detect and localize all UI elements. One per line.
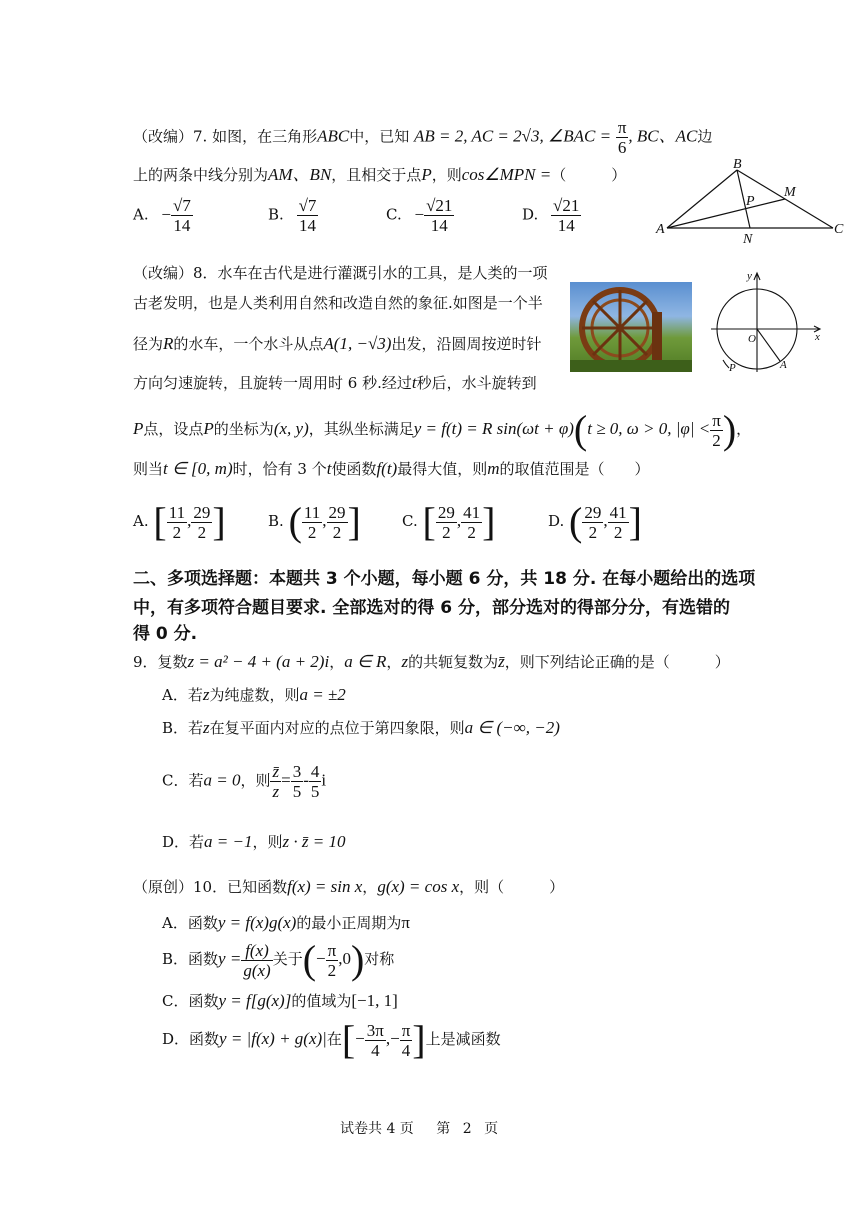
section2-line1: 二、多项选择题：本题共 3 个小题，每小题 6 分，共 18 分. 在每小题给出的选项 (133, 569, 756, 589)
q8-line2: 古老发明，也是人类利用自然和改造自然的象征.如图是一个半 (133, 294, 543, 312)
q10-option-c: C．函数y = f[g(x)]的值域为[−1, 1] (162, 991, 398, 1010)
q8-option-c: C. [ $\frac{29}{2}$ , $\frac{41}{2}$ ] (402, 499, 496, 544)
q7-option-b: B. $\frac{√7}{14}$ (268, 196, 317, 235)
q8-option-d: D. ( $\frac{29}{2}$ , $\frac{41}{2}$ ] (548, 499, 642, 544)
q9-option-b: B．若z在复平面内对应的点位于第四象限，则a ∈ (−∞, −2) (162, 718, 560, 737)
section2-line3: 得 0 分. (133, 624, 198, 644)
svg-text:x: x (815, 331, 820, 343)
water-wheel-icon (570, 282, 692, 372)
q7-line2: 上的两条中线分别为AM、BN，且相交于点P，则cos∠MPN =（ ） (133, 165, 627, 184)
q8-line1: （改编）8．水车在古代是进行灌溉引水的工具，是人类的一项 (133, 264, 548, 282)
q7-tag: （改编）7. (133, 127, 208, 146)
q10-option-b: B．函数y = $\frac{f(x)}{g(x)}$ 关于(− $\frac{\pi}{2}$ ,0)对称 (162, 937, 395, 982)
section2-line2: 中，有多项符合题目要求. 全部选对的得 6 分，部分选对的得部分分，有选错的 (133, 598, 731, 618)
water-wheel-photo (570, 282, 692, 372)
q8-line6: 则当t ∈ [0, m)时，恰有 3 个t使函数f(t)最得大值，则m的取值范围是（ ） (133, 459, 650, 478)
q8-option-b: B. ( $\frac{11}{2}$ , $\frac{29}{2}$ ] (268, 499, 361, 544)
q7-option-d: D. $\frac{√21}{14}$ (522, 196, 580, 235)
q9-option-a: A．若z为纯虚数，则a = ±2 (162, 685, 346, 704)
q7-triangle-figure (655, 158, 845, 246)
q8-line5: P点，设点P的坐标为(x, y)，其纵坐标满足y = f(t) = R sin(ωt + φ)(t ≥ 0, ω > 0, |φ| < $\frac{\pi}{2}$ )， (133, 407, 752, 452)
q8-line3: 径为R的水车，一个水斗从点A(1, −√3)出发，沿圆周按逆时针 (133, 334, 542, 353)
label-n: N (743, 232, 753, 246)
label-m: M (784, 185, 796, 200)
q7-line1: （改编）7. 如图，在三角形ABC中，已知 AB = 2, AC = 2√3, ∠BAC = $\frac{\pi}{6}$ , BC、AC边 (133, 118, 713, 157)
q8-circle-figure (705, 268, 827, 376)
page-footer: 试卷共 4 页 第 2 页 (340, 1121, 499, 1137)
svg-text:A: A (780, 359, 787, 371)
q8-line4: 方向匀速旋转，且旋转一周用时 6 秒.经过t秒后，水斗旋转到 (133, 373, 537, 392)
q10-option-a: A．函数y = f(x)g(x)的最小正周期为π (162, 913, 410, 932)
q10-stem: （原创）10．已知函数f(x) = sin x，g(x) = cos x，则（ ） (133, 877, 565, 896)
q7-option-c: C. − $\frac{√21}{14}$ (386, 196, 453, 235)
label-p: P (746, 194, 755, 209)
svg-text:P: P (729, 362, 736, 374)
svg-text:y: y (747, 270, 752, 282)
q8-option-a: A. [ $\frac{11}{2}$ , $\frac{29}{2}$ ] (133, 499, 226, 544)
q10-option-d: D．函数y = |f(x) + g(x)|在[− $\frac{3\pi}{4}$ ,− $\frac{\pi}{4}$ ]上是减函数 (162, 1017, 501, 1062)
label-a: A (656, 222, 665, 237)
q9-option-d: D．若a = −1，则z · z̄ = 10 (162, 832, 346, 851)
q9-option-c: C．若a = 0，则 $\frac{z̄}{z}$ = $\frac{3}{5}$ - $\frac{4}{5}$ i (162, 762, 327, 801)
svg-text:O: O (748, 333, 756, 345)
q9-stem: 9．复数z = a² − 4 + (a + 2)i，a ∈ R，z的共轭复数为z̄，则下列结论正确的是（ ） (133, 652, 730, 671)
q7-option-a: A. − $\frac{√7}{14}$ (133, 196, 191, 235)
label-c: C (834, 222, 844, 237)
q7-frac-pi6: $\frac{\pi}{6}$ (617, 118, 627, 157)
label-b: B (733, 158, 742, 172)
page-number: 2 (462, 1121, 472, 1137)
radius-oa (757, 329, 780, 361)
